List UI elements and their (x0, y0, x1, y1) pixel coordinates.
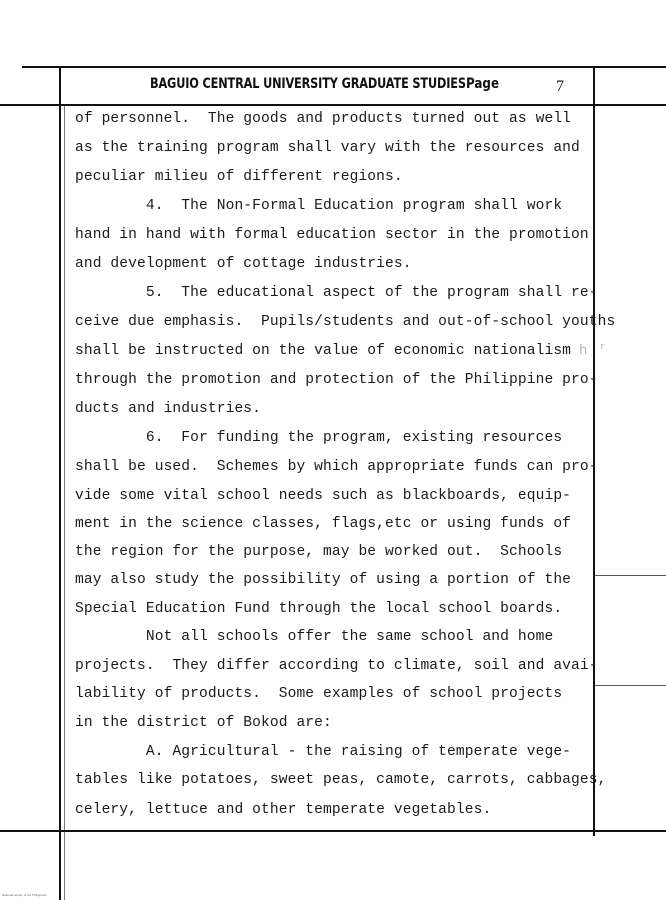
text-line: celery, lettuce and other temperate vegetables. (75, 802, 492, 818)
text-line: ment in the science classes, flags,etc or using funds of (75, 516, 572, 532)
text-line: vide some vital school needs such as blackboards, equip- (75, 488, 572, 504)
text-line: shall be instructed on the value of economic nationalism (75, 343, 572, 359)
margin-mark: r (600, 342, 606, 352)
right-margin-tick (595, 575, 666, 576)
text-line: shall be used. Schemes by which appropriate funds can pro- (75, 459, 598, 475)
margin-mark: h (579, 343, 588, 359)
text-line: of personnel. The goods and products turned out as well (75, 111, 572, 127)
text-line: ducts and industries. (75, 401, 262, 417)
header-rule (0, 104, 666, 106)
right-margin-rule (593, 66, 595, 836)
text-line: peculiar milieu of different regions. (75, 169, 403, 185)
text-line: tables like potatoes, sweet peas, camote, carrots, cabbages, (75, 772, 607, 788)
text-line: 5. The educational aspect of the program shall re- (75, 285, 598, 301)
page-number: 7 (556, 78, 564, 95)
text-line: projects. They differ according to climate, soil and avai- (75, 658, 598, 674)
text-line: 4. The Non-Formal Education program shall work (75, 198, 563, 214)
text-line: and development of cottage industries. (75, 256, 412, 272)
text-line: Not all schools offer the same school and home (75, 629, 554, 645)
text-line: ceive due emphasis. Pupils/students and out-of-school youths (75, 314, 616, 330)
left-margin-rule-inner (64, 104, 65, 900)
header-title: BAGUIO CENTRAL UNIVERSITY GRADUATE STUDIES (150, 76, 466, 92)
text-line: lability of products. Some examples of school projects (75, 686, 563, 702)
text-line: hand in hand with formal education sector in the promotion (75, 227, 589, 243)
text-line: Special Education Fund through the local school boards. (75, 601, 563, 617)
text-line: as the training program shall vary with the resources and (75, 140, 580, 156)
header-page-label: Page (466, 76, 500, 92)
footer-note: National Library of the Philippines (2, 893, 47, 897)
text-line: the region for the purpose, may be worked out. Schools (75, 544, 563, 560)
text-line: may also study the possibility of using a portion of the (75, 572, 572, 588)
text-line: through the promotion and protection of the Philippine pro- (75, 372, 598, 388)
right-margin-tick (595, 685, 666, 686)
text-line: in the district of Bokod are: (75, 715, 332, 731)
text-line: A. Agricultural - the raising of temperate vege- (75, 744, 572, 760)
footer-rule (0, 830, 666, 832)
text-line: 6. For funding the program, existing resources (75, 430, 563, 446)
top-rule (22, 66, 666, 68)
left-margin-rule (59, 66, 61, 900)
